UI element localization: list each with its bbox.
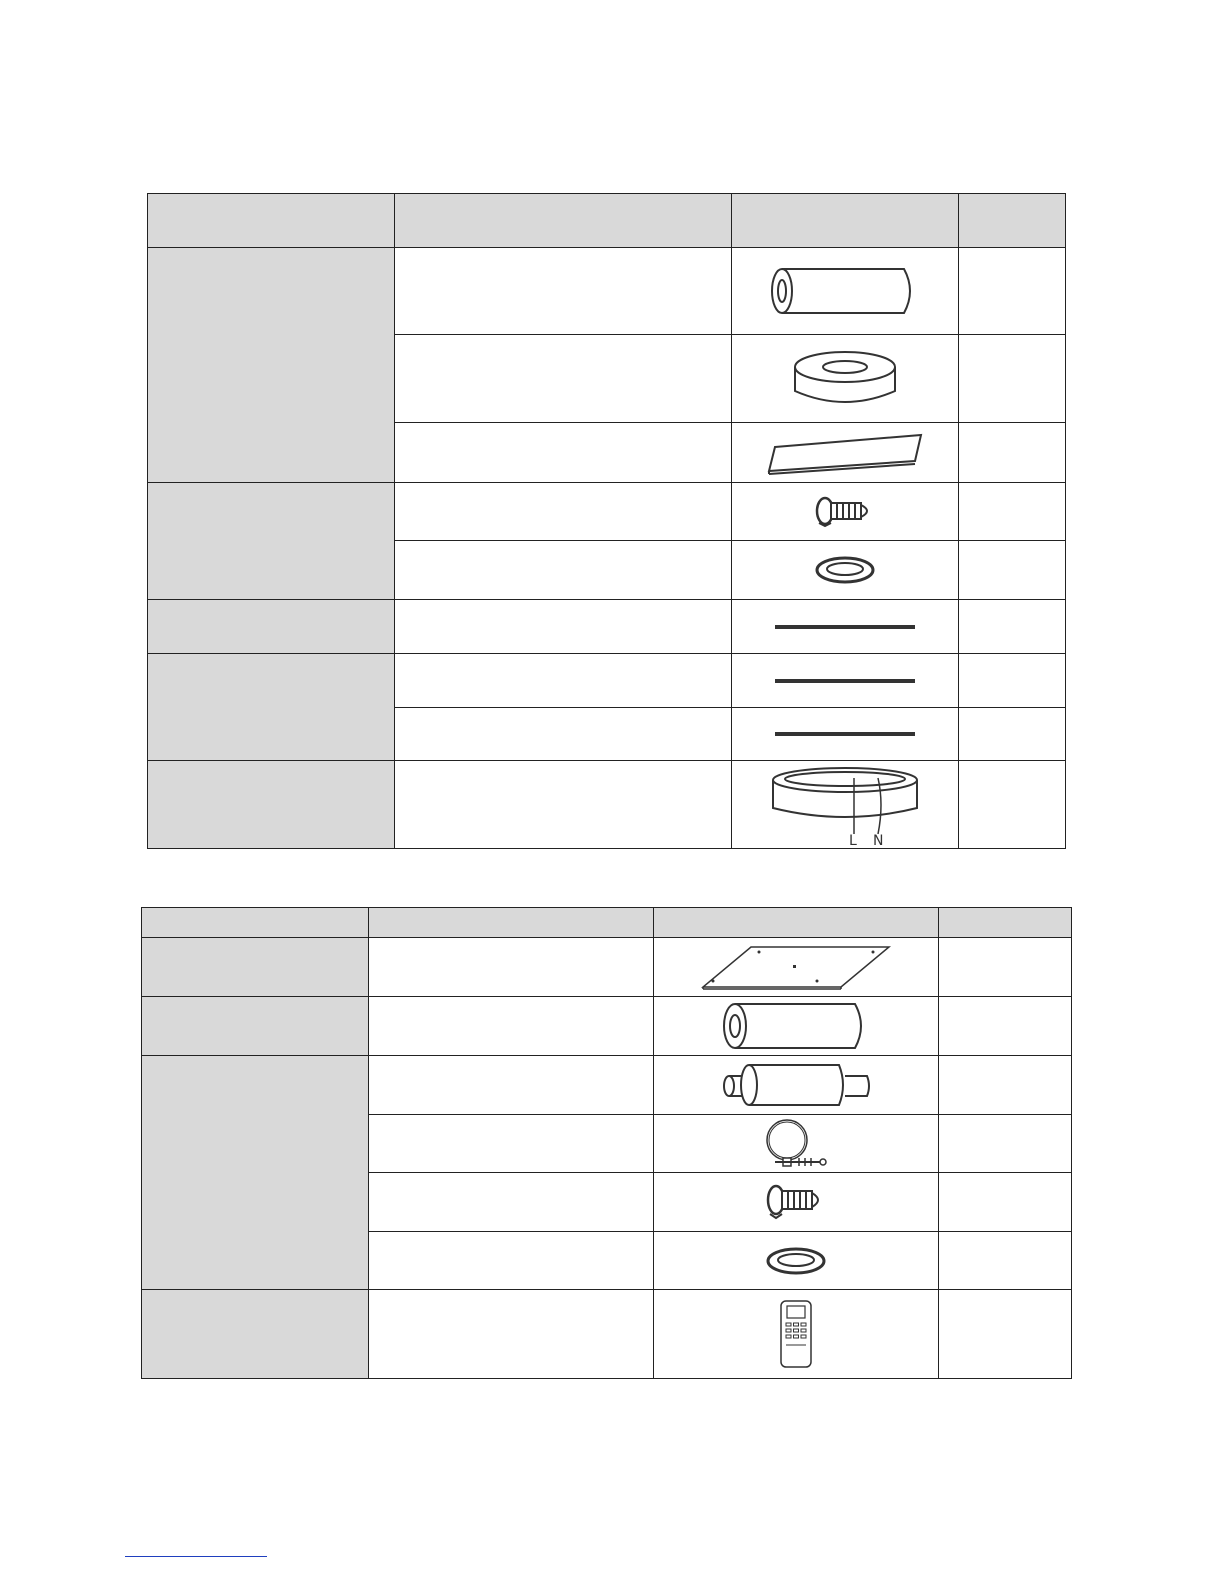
accessory-table-indoor (147, 193, 1066, 849)
line-icon (775, 623, 915, 631)
header-cell (142, 908, 369, 938)
group-cell (142, 938, 369, 997)
group-cell (148, 483, 395, 600)
picture-cell (732, 423, 959, 483)
group-cell (148, 248, 395, 483)
group-cell (148, 761, 395, 849)
cable-tape-roll-icon (770, 764, 920, 846)
mounting-plate-icon (701, 943, 891, 991)
header-cell (369, 908, 654, 938)
picture-cell (654, 938, 939, 997)
pipe-insulation-icon (721, 1062, 871, 1108)
header-cell (939, 908, 1072, 938)
seal-ring-icon (765, 1246, 827, 1276)
group-cell (148, 600, 395, 654)
name-cell (395, 483, 732, 541)
name-cell (369, 938, 654, 997)
name-cell (395, 541, 732, 600)
picture-cell (732, 600, 959, 654)
quantity-cell (959, 335, 1066, 423)
name-cell (395, 335, 732, 423)
picture-cell (732, 483, 959, 541)
quantity-cell (959, 248, 1066, 335)
picture-cell (654, 1290, 939, 1379)
quantity-cell (959, 541, 1066, 600)
name-cell (369, 997, 654, 1056)
quantity-cell (939, 1232, 1072, 1290)
group-cell (142, 1056, 369, 1290)
header-cell (148, 194, 395, 248)
insulation-tube-icon (770, 265, 920, 317)
quantity-cell (959, 761, 1066, 849)
header-cell (395, 194, 732, 248)
name-cell (395, 248, 732, 335)
picture-cell (732, 335, 959, 423)
seal-ring-icon (814, 555, 876, 585)
picture-cell (732, 708, 959, 761)
picture-cell (654, 997, 939, 1056)
tape-roll-icon (793, 349, 897, 409)
quantity-cell (939, 997, 1072, 1056)
name-cell (395, 654, 732, 708)
picture-cell (654, 1173, 939, 1232)
sponge-strip-icon (765, 431, 925, 475)
quantity-cell (939, 938, 1072, 997)
quantity-cell (939, 1290, 1072, 1379)
insulation-tube-icon (721, 1000, 871, 1052)
group-cell (148, 654, 395, 761)
quantity-cell (939, 1173, 1072, 1232)
hose-clamp-icon (761, 1116, 831, 1172)
quantity-cell (959, 654, 1066, 708)
name-cell (369, 1232, 654, 1290)
name-cell (369, 1115, 654, 1173)
line-icon (775, 730, 915, 738)
quantity-cell (959, 600, 1066, 654)
name-cell (395, 761, 732, 849)
picture-cell (654, 1115, 939, 1173)
quantity-cell (959, 708, 1066, 761)
picture-cell (654, 1232, 939, 1290)
quantity-cell (939, 1056, 1072, 1115)
wire-label-l: L (849, 832, 857, 846)
picture-cell (732, 654, 959, 708)
remote-control-icon (779, 1299, 813, 1369)
name-cell (369, 1290, 654, 1379)
name-cell (395, 600, 732, 654)
picture-cell (732, 541, 959, 600)
quantity-cell (959, 423, 1066, 483)
group-cell (142, 1290, 369, 1379)
line-icon (775, 677, 915, 685)
drain-connector-icon (813, 495, 877, 529)
drain-connector-icon (764, 1182, 828, 1222)
footer-link-underline[interactable] (125, 1556, 267, 1557)
header-cell (732, 194, 959, 248)
quantity-cell (939, 1115, 1072, 1173)
wire-label-n: N (873, 832, 884, 846)
name-cell (395, 708, 732, 761)
name-cell (369, 1173, 654, 1232)
picture-cell (732, 761, 959, 849)
accessory-table-kit (141, 907, 1072, 1379)
quantity-cell (959, 483, 1066, 541)
header-cell (959, 194, 1066, 248)
picture-cell (654, 1056, 939, 1115)
name-cell (395, 423, 732, 483)
group-cell (142, 997, 369, 1056)
header-cell (654, 908, 939, 938)
name-cell (369, 1056, 654, 1115)
picture-cell (732, 248, 959, 335)
